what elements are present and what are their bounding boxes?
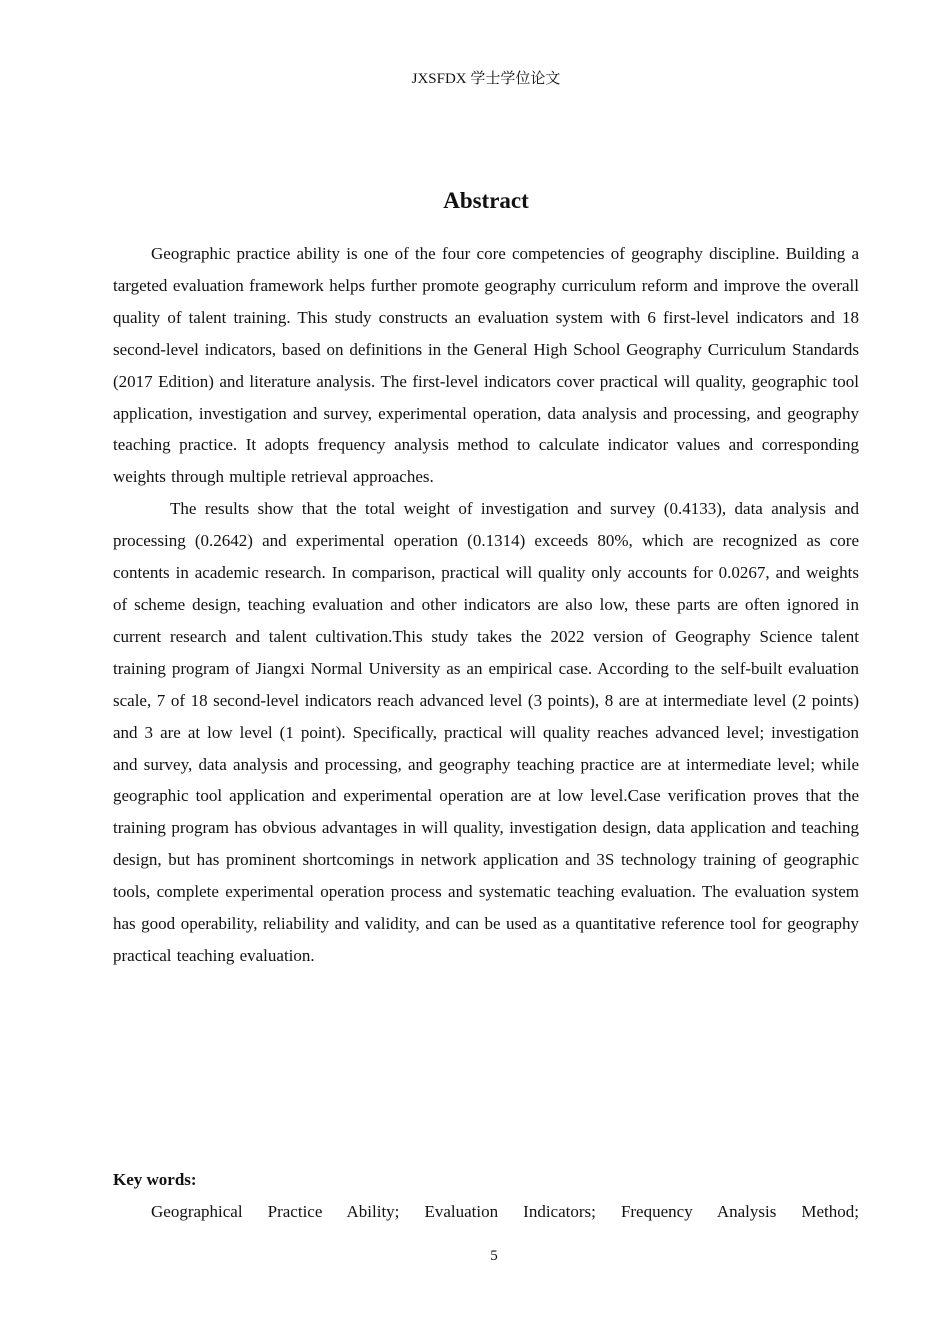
page-number: 5 [490, 1248, 498, 1264]
abstract-paragraph-2: The results show that the total weight of investigation and survey (0.4133), data analysis and processing (0.2642) and experimental operation (0.1314) exceeds 80%, which are recognized as core contents in academic research. In comparison, practical will quality only accounts for 0.0267, and weights of scheme design, teaching evaluation and other indicators are also low, these parts are often ignored in current research and talent cultivation.This study takes the 2022 version of Geography Science talent training program of Jiangxi Normal University as an empirical case. According to the self-built evaluation scale, 7 of 18 second-level indicators reach advanced level (3 points), 8 are at intermediate level (2 points) and 3 are at low level (1 point). Specifically, practical will quality reaches advanced level; investigation and survey, data analysis and processing, and geography teaching practice are at intermediate level; while geographic tool application and experimental operation are at low level.Case verification proves that the training program has obvious advantages in will quality, investigation design, data application and teaching design, but has prominent shortcomings in network application and 3S technology training of geographic tools, complete experimental operation process and systematic teaching evaluation. The evaluation system has good operability, reliability and validity, and can be used as a quantitative reference tool for geography practical teaching evaluation. [113, 499, 859, 965]
keywords-heading: Key words: [113, 1170, 197, 1189]
keywords-list: Geographical Practice Ability; Evaluation Indicators; Frequency Analysis Method; [151, 1201, 859, 1221]
abstract-title: Abstract [443, 188, 529, 213]
running-header: JXSFDX 学士学位论文 [411, 71, 561, 87]
keywords-section [113, 1164, 859, 1228]
abstract-paragraph-1: Geographic practice ability is one of the four core competencies of geography discipline. Building a targeted evaluation framework helps further promote geography curriculum reform and improve the overall quality of talent training. This study constructs an evaluation system with 6 first-level indicators and 18 second-level indicators, based on definitions in the General High School Geography Curriculum Standards (2017 Edition) and literature analysis. The first-level indicators cover practical will quality, geographic tool application, investigation and survey, experimental operation, data analysis and processing, and geography teaching practice. It adopts frequency analysis method to calculate indicator values and corresponding weights through multiple retrieval approaches. [113, 244, 859, 487]
abstract-body [113, 238, 859, 972]
